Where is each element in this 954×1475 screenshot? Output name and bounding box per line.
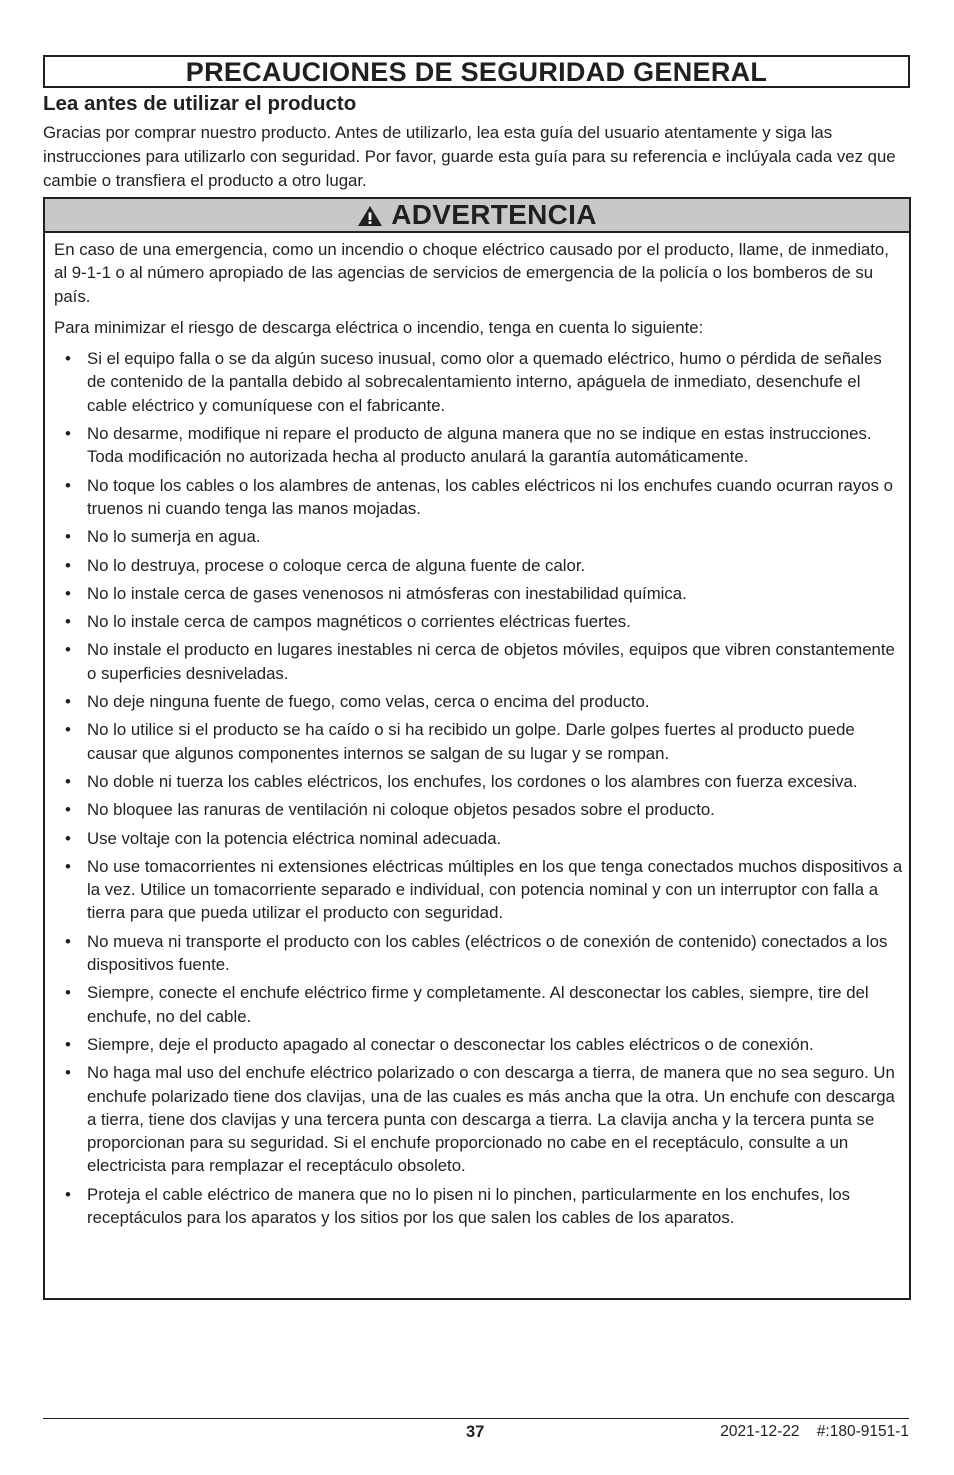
bullet-icon: • bbox=[65, 612, 71, 632]
list-item-text: No instale el producto en lugares inestables ni cerca de objetos móviles, equipos que vibren constantemente o superficies desniveladas. bbox=[87, 640, 895, 683]
warning-header bbox=[45, 199, 909, 233]
warning-box bbox=[43, 197, 911, 1300]
list-item-text: No deje ninguna fuente de fuego, como velas, cerca o encima del producto. bbox=[87, 692, 650, 712]
list-item bbox=[54, 827, 905, 850]
list-item bbox=[54, 1033, 905, 1056]
list-item bbox=[54, 930, 905, 977]
list-item bbox=[54, 770, 905, 793]
list-item bbox=[54, 855, 905, 925]
list-item bbox=[54, 582, 905, 605]
footer-divider bbox=[43, 1418, 909, 1419]
warning-body bbox=[45, 233, 909, 1229]
list-item bbox=[54, 525, 905, 548]
emergency-paragraph: En caso de una emergencia, como un incendio o choque eléctrico causado por el producto, llame, de inmediato, al 9-1-1 o al número apropiado de las agencias de servicios de emergencia de la policía o los bomberos de su país. bbox=[54, 240, 889, 306]
list-item bbox=[54, 554, 905, 577]
bullet-icon: • bbox=[65, 583, 71, 603]
list-item bbox=[54, 610, 905, 633]
list-item-text: No lo destruya, procese o coloque cerca de alguna fuente de calor. bbox=[87, 555, 586, 575]
section-heading: Lea antes de utilizar el producto bbox=[43, 92, 357, 115]
bullet-icon: • bbox=[65, 931, 71, 951]
list-item-text: Siempre, conecte el enchufe eléctrico firme y completamente. Al desconectar los cables, siempre, tire del enchufe, no del cable. bbox=[87, 983, 869, 1026]
warning-title: ADVERTENCIA bbox=[391, 199, 597, 230]
bullet-icon: • bbox=[65, 640, 71, 660]
bullet-icon: • bbox=[65, 692, 71, 712]
bullet-icon: • bbox=[65, 475, 71, 495]
warning-triangle-icon bbox=[357, 205, 383, 227]
list-item-text: No lo instale cerca de campos magnéticos o corrientes eléctricas fuertes. bbox=[87, 612, 631, 632]
bullet-icon: • bbox=[65, 720, 71, 740]
bullet-icon: • bbox=[65, 983, 71, 1003]
list-item-text: Si el equipo falla o se da algún suceso inusual, como olor a quemado eléctrico, humo o pérdida de señales de contenido de la pantalla debido al sobrecalentamiento interno, apáguela de inmediato, desenchufe el cable eléctrico y comuníquese con el fabricante. bbox=[87, 349, 882, 415]
bullet-icon: • bbox=[65, 1034, 71, 1054]
list-item bbox=[54, 422, 905, 469]
list-item bbox=[54, 798, 905, 821]
list-item-text: No lo sumerja en agua. bbox=[87, 527, 261, 547]
bullet-icon: • bbox=[65, 424, 71, 444]
lead-paragraph: Para minimizar el riesgo de descarga eléctrica o incendio, tenga en cuenta lo siguiente: bbox=[54, 317, 704, 337]
list-item-text: No desarme, modifique ni repare el producto de alguna manera que no se indique en estas instrucciones. Toda modificación no autorizada hecha al producto anulará la garantía automáticamente. bbox=[87, 424, 872, 467]
list-item-text: No bloquee las ranuras de ventilación ni coloque objetos pesados sobre el producto. bbox=[87, 800, 715, 820]
bullet-icon: • bbox=[65, 555, 71, 575]
list-item-text: No haga mal uso del enchufe eléctrico polarizado o con descarga a tierra, de manera que no sea seguro. Un enchufe polarizado tiene dos clavijas, una de las cuales es más ancha que la otra. Un enchufe con descarga a tierra, tiene dos clavijas y una tercera punta con descarga a tierra. La clavija ancha y la tercera punta se proporcionan para su seguridad. Si el enchufe proporcionado no cabe en el receptáculo, consulte a un electricista para remplazar el receptáculo obsoleto. bbox=[87, 1063, 895, 1176]
page-title: PRECAUCIONES DE SEGURIDAD GENERAL bbox=[43, 55, 910, 88]
bullet-icon: • bbox=[65, 828, 71, 848]
bullet-icon: • bbox=[65, 1063, 71, 1083]
list-item-text: Siempre, deje el producto apagado al conectar o desconectar los cables eléctricos o de conexión. bbox=[87, 1034, 814, 1054]
bullet-icon: • bbox=[65, 800, 71, 820]
bullet-icon: • bbox=[65, 527, 71, 547]
list-item bbox=[54, 474, 905, 521]
list-item bbox=[54, 1183, 905, 1230]
bullet-icon: • bbox=[65, 856, 71, 876]
list-item-text: Proteja el cable eléctrico de manera que no lo pisen ni lo pinchen, particularmente en los enchufes, los receptáculos para los aparatos y los sitios por los que salen los cables de los aparatos. bbox=[87, 1184, 851, 1227]
list-item-text: Use voltaje con la potencia eléctrica nominal adecuada. bbox=[87, 828, 502, 848]
list-item bbox=[54, 981, 905, 1028]
list-item bbox=[54, 690, 905, 713]
list-item-text: No lo instale cerca de gases venenosos ni atmósferas con inestabilidad química. bbox=[87, 583, 687, 603]
list-item-text: No toque los cables o los alambres de antenas, los cables eléctricos ni los enchufes cuando ocurran rayos o truenos ni cuando tenga las manos mojadas. bbox=[87, 475, 893, 518]
list-item bbox=[54, 347, 905, 417]
list-item-text: No lo utilice si el producto se ha caído o si ha recibido un golpe. Darle golpes fuertes al producto puede causar que algunos componentes internos se salgan de su lugar y se rompan. bbox=[87, 720, 855, 763]
list-item bbox=[54, 718, 905, 765]
list-item bbox=[54, 638, 905, 685]
intro-paragraph: Gracias por comprar nuestro producto. Antes de utilizarlo, lea esta guía del usuario atentamente y siga las instrucciones para utilizarlo con seguridad. Por favor, guarde esta guía para su referencia e inclúyala cada vez que cambie o transfiera el producto a otro lugar. bbox=[43, 123, 896, 190]
bullet-icon: • bbox=[65, 771, 71, 791]
bullet-icon: • bbox=[65, 349, 71, 369]
bullet-icon: • bbox=[65, 1184, 71, 1204]
list-item-text: No use tomacorrientes ni extensiones eléctricas múltiples en los que tenga conectados muchos dispositivos a la vez. Utilice un tomacorriente separado e individual, con potencia nominal y con un interruptor con falla a tierra para que pueda utilizar el producto con seguridad. bbox=[87, 856, 903, 923]
document-info: 2021-12-22 #:180-9151-1 bbox=[720, 1423, 909, 1440]
list-item bbox=[54, 1061, 905, 1177]
warning-list bbox=[54, 347, 905, 1229]
page-number: 37 bbox=[466, 1423, 485, 1441]
list-item-text: No doble ni tuerza los cables eléctricos, los enchufes, los cordones o los alambres con fuerza excesiva. bbox=[87, 771, 858, 791]
list-item-text: No mueva ni transporte el producto con los cables (eléctricos o de conexión de contenido) conectados a los dispositivos fuente. bbox=[87, 931, 888, 975]
